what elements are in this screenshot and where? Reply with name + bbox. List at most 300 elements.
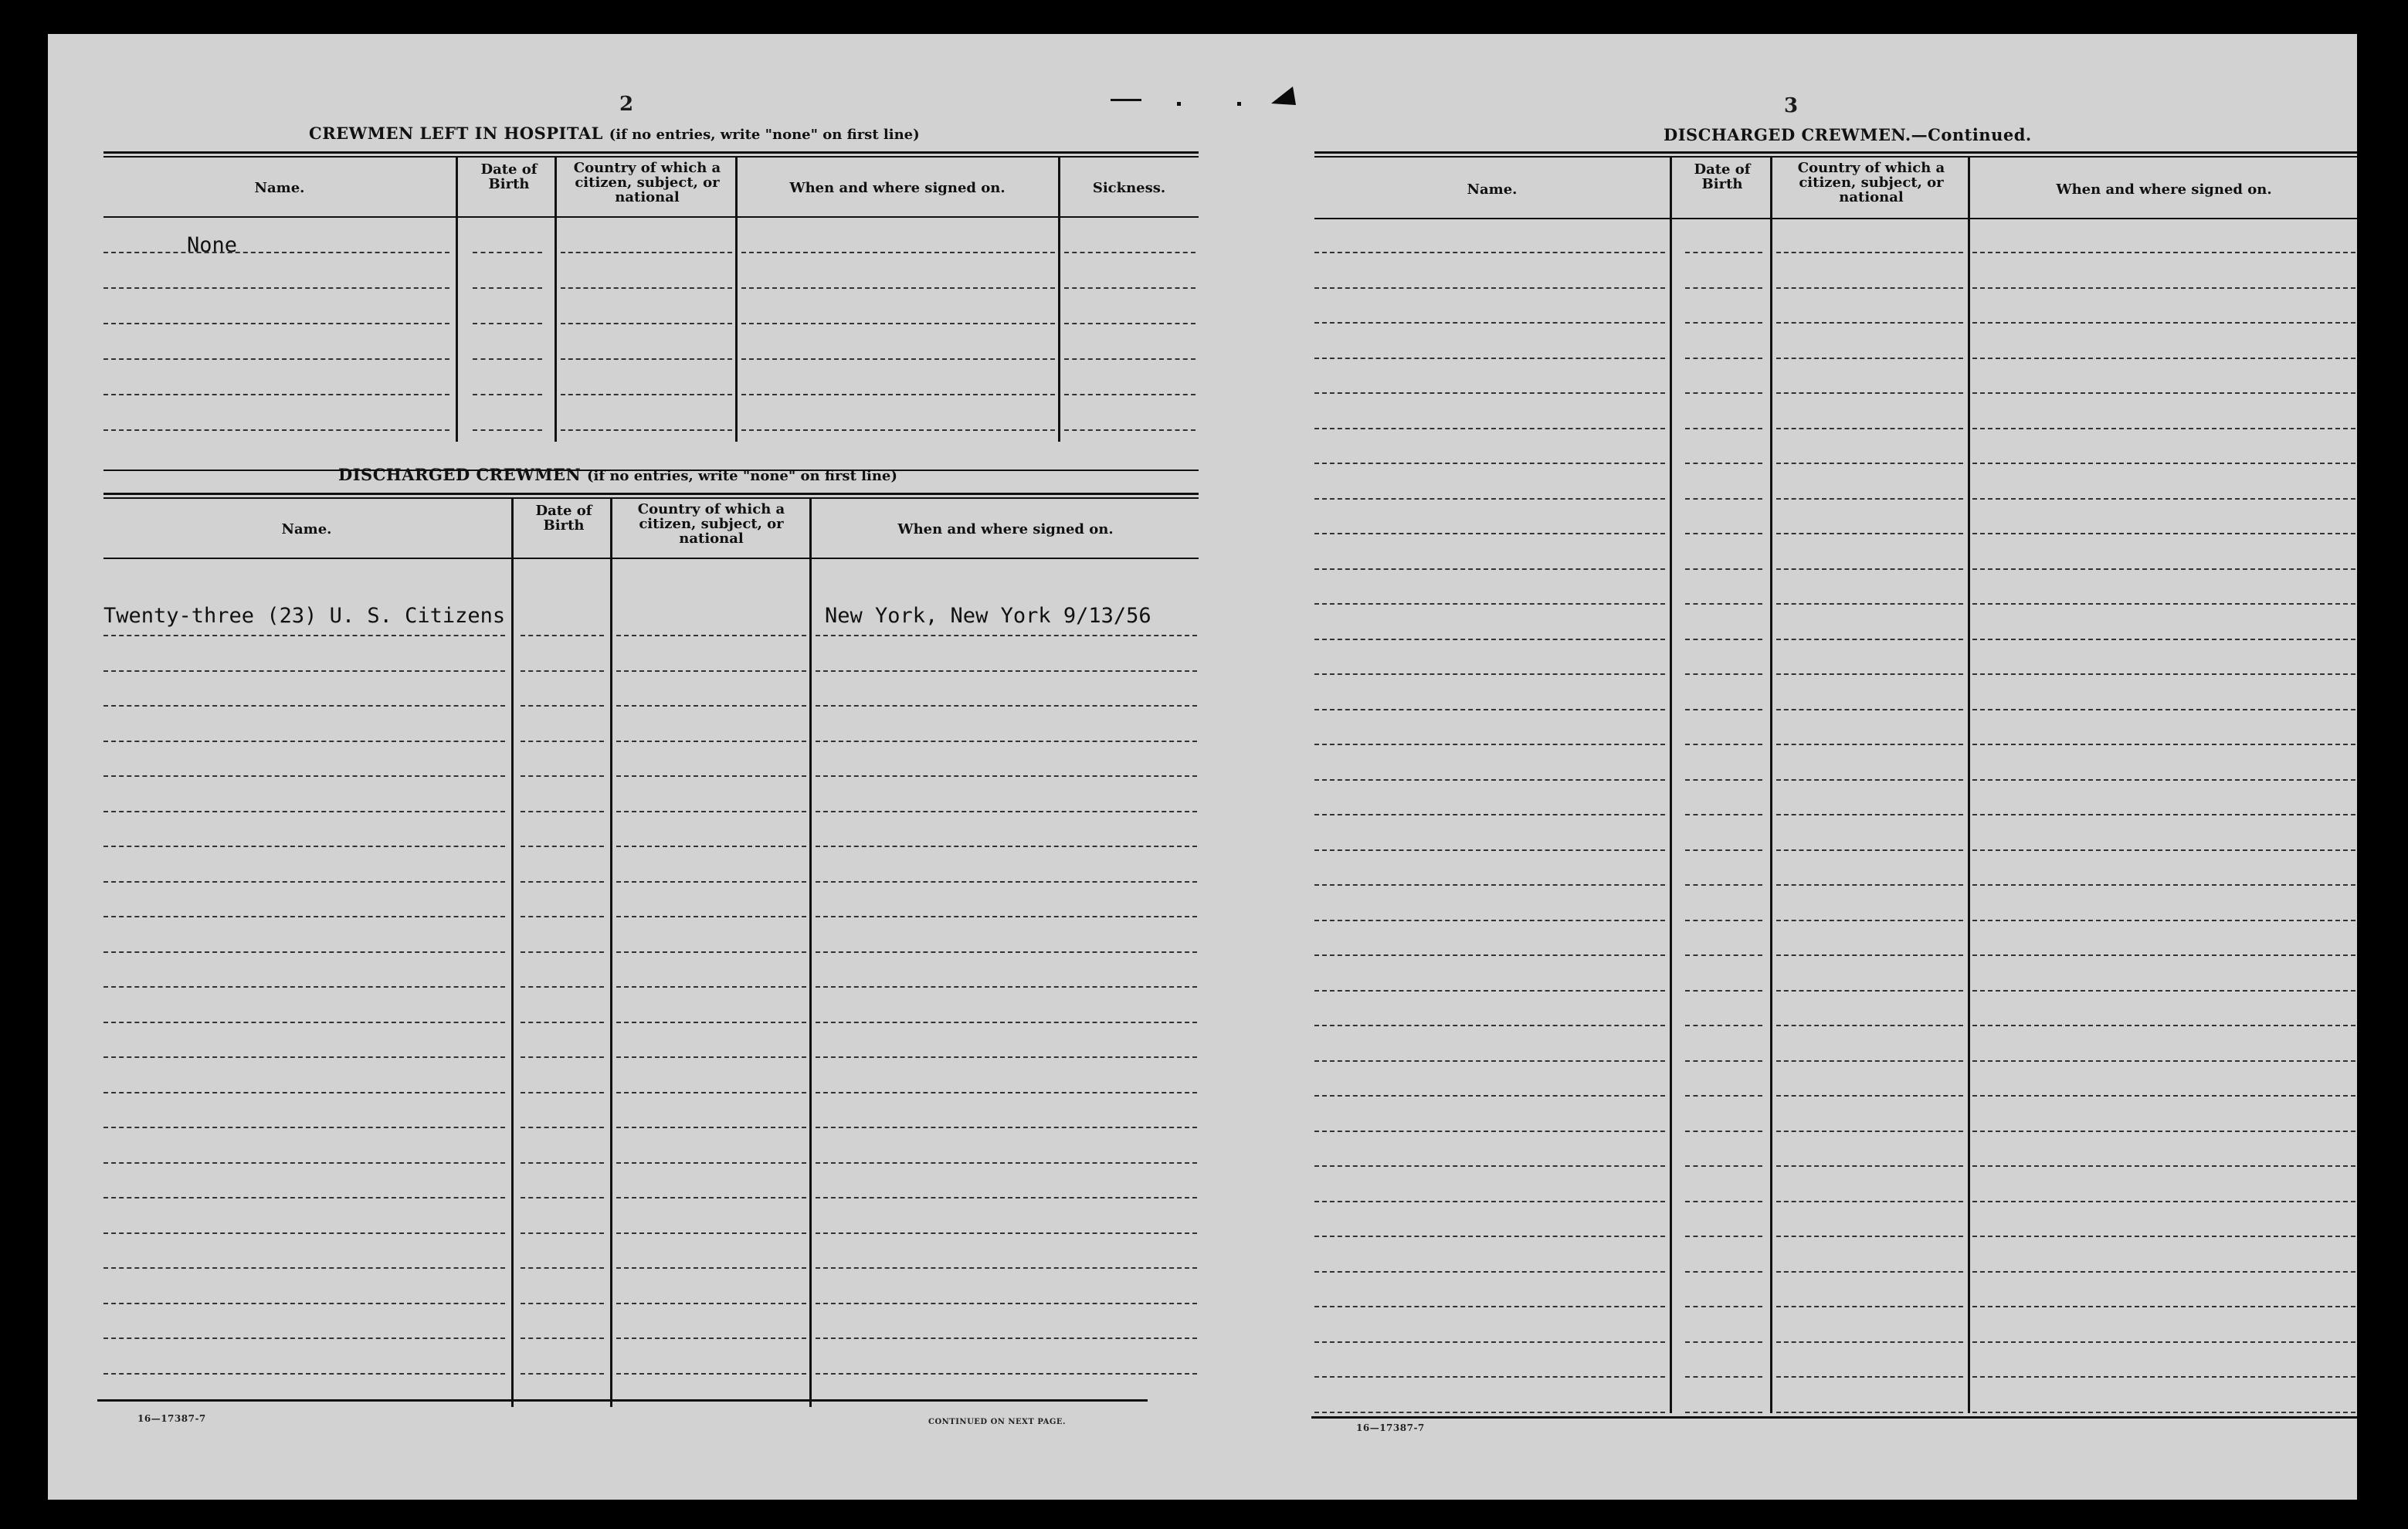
ink-speck	[1237, 102, 1241, 106]
ruled-line	[816, 1197, 1197, 1198]
ruled-line	[1776, 990, 1963, 992]
ruled-line	[1685, 1341, 1762, 1343]
discharged-section-title	[338, 465, 897, 484]
ruled-line	[1685, 709, 1762, 710]
ruled-line	[1972, 1236, 2355, 1237]
ruled-line	[473, 287, 542, 289]
ruled-line	[103, 951, 505, 953]
ruled-line	[816, 1337, 1197, 1339]
ruled-line	[1314, 287, 1665, 289]
ruled-line	[521, 670, 604, 672]
ruled-line	[521, 916, 604, 917]
ruled-line	[1685, 1165, 1762, 1167]
ruled-line	[1314, 498, 1665, 500]
ruled-line	[561, 323, 732, 324]
ruled-line	[1685, 322, 1762, 324]
ruled-line	[521, 1267, 604, 1269]
ruled-line	[473, 323, 542, 324]
ruled-line	[103, 1022, 505, 1023]
column-divider	[1770, 156, 1772, 1413]
ruled-line	[1776, 673, 1963, 675]
ruled-line	[103, 1197, 505, 1198]
ink-speck	[1177, 102, 1181, 106]
ruled-line	[1776, 920, 1963, 921]
ruled-line	[561, 252, 732, 253]
document-sheet	[48, 34, 2357, 1500]
ruled-line	[103, 811, 505, 812]
ruled-line	[1314, 392, 1665, 394]
ruled-line	[1972, 1131, 2355, 1132]
ruled-line	[1776, 1376, 1963, 1378]
ruled-line	[1685, 1271, 1762, 1273]
column-divider	[735, 156, 738, 442]
header-dob: Date of Birth	[535, 503, 592, 534]
ruled-line	[1685, 673, 1762, 675]
ruled-line	[1776, 1412, 1963, 1413]
ruled-line	[1685, 920, 1762, 921]
ruled-line	[741, 429, 1055, 431]
ruled-line	[1314, 744, 1665, 745]
ruled-line	[816, 635, 1197, 636]
ruled-line	[1776, 533, 1963, 534]
ruled-line	[561, 394, 732, 395]
ruled-line	[1685, 287, 1762, 289]
ruled-line	[103, 252, 449, 253]
ruled-line	[521, 1373, 604, 1375]
ruled-line	[1972, 849, 2355, 851]
ruled-line	[616, 635, 806, 636]
header-name: Name.	[254, 180, 305, 196]
ruled-line	[561, 358, 732, 360]
ruled-line	[1064, 358, 1196, 360]
ruled-line	[1314, 1341, 1665, 1343]
ruled-line	[1972, 709, 2355, 710]
ruled-line	[1685, 639, 1762, 640]
ruled-line	[1776, 639, 1963, 640]
ruled-line	[1314, 1236, 1665, 1237]
ruled-line	[1685, 954, 1762, 956]
form-number: 16—17387-7	[137, 1413, 206, 1424]
ruled-line	[1314, 814, 1665, 815]
column-divider	[1670, 156, 1672, 1413]
ruled-line	[1314, 1412, 1665, 1413]
ruled-line	[1972, 533, 2355, 534]
ruled-line	[616, 1022, 806, 1023]
ruled-line	[1314, 954, 1665, 956]
ruled-line	[1972, 1306, 2355, 1307]
ruled-line	[1776, 1201, 1963, 1202]
ruled-line	[1314, 428, 1665, 429]
column-divider	[610, 497, 612, 1407]
table-top-rule-inner	[103, 497, 1199, 499]
discharged-entry-signed-on: New York, New York 9/13/56	[825, 604, 1151, 628]
ruled-line	[1685, 1131, 1762, 1132]
table-top-rule-inner	[103, 156, 1199, 158]
ruled-line	[741, 394, 1055, 395]
ruled-line	[1314, 252, 1665, 253]
ruled-line	[816, 1092, 1197, 1093]
header-dob: Date of Birth	[480, 161, 538, 192]
ruled-line	[1685, 498, 1762, 500]
ruled-line	[521, 1197, 604, 1198]
ruled-line	[816, 1267, 1197, 1269]
ruled-line	[1776, 358, 1963, 359]
ruled-line	[1776, 1236, 1963, 1237]
ruled-line	[1685, 814, 1762, 815]
ruled-line	[616, 1197, 806, 1198]
ruled-line	[1314, 463, 1665, 464]
column-divider	[1058, 156, 1060, 442]
ruled-line	[816, 705, 1197, 707]
ruled-line	[103, 1373, 505, 1375]
ruled-line	[1064, 394, 1196, 395]
ruled-line	[1972, 463, 2355, 464]
ruled-line	[1685, 428, 1762, 429]
ruled-line	[1972, 428, 2355, 429]
hospital-table	[103, 151, 1199, 476]
ruled-line	[816, 846, 1197, 847]
ruled-line	[1064, 252, 1196, 253]
ruled-line	[103, 1056, 505, 1058]
ruled-line	[103, 846, 505, 847]
ruled-line	[1314, 884, 1665, 886]
ruled-line	[103, 1092, 505, 1093]
ruled-line	[1064, 429, 1196, 431]
ruled-line	[1776, 1025, 1963, 1026]
ruled-line	[1685, 744, 1762, 745]
ruled-line	[1685, 603, 1762, 605]
ruled-line	[1972, 744, 2355, 745]
ruled-line	[1972, 252, 2355, 253]
ruled-line	[1685, 1376, 1762, 1378]
ruled-line	[1685, 1060, 1762, 1062]
ruled-line	[521, 1092, 604, 1093]
ruled-line	[816, 741, 1197, 742]
column-divider	[1968, 156, 1970, 1413]
ruled-line	[1972, 814, 2355, 815]
ruled-line	[1685, 1306, 1762, 1307]
ruled-line	[1314, 1165, 1665, 1167]
ruled-line	[1776, 603, 1963, 605]
ruled-line	[616, 811, 806, 812]
ruled-line	[1776, 1341, 1963, 1343]
ruled-line	[1776, 252, 1963, 253]
ruled-line	[521, 951, 604, 953]
page-number: 2	[619, 93, 634, 116]
ruled-line	[473, 252, 542, 253]
ruled-line	[1314, 568, 1665, 570]
ruled-line	[1685, 779, 1762, 781]
ruled-line	[103, 670, 505, 672]
ruled-line	[521, 1022, 604, 1023]
ruled-line	[1972, 1095, 2355, 1097]
ruled-line	[521, 1337, 604, 1339]
ruled-line	[1776, 568, 1963, 570]
header-country: Country of which a citizen, subject, or national	[573, 160, 721, 205]
ruled-line	[1776, 498, 1963, 500]
ruled-line	[561, 429, 732, 431]
table-top-rule-inner	[1314, 156, 2357, 158]
ruled-line	[1972, 1060, 2355, 1062]
column-divider	[511, 497, 514, 1407]
header-bottom-rule	[103, 558, 1199, 559]
ink-speck	[1111, 99, 1141, 101]
ruled-line	[521, 881, 604, 883]
header-signed-on: When and where signed on.	[897, 521, 1114, 537]
ruled-line	[103, 775, 505, 777]
form-number: 16—17387-7	[1356, 1422, 1425, 1433]
ruled-line	[1314, 1376, 1665, 1378]
ruled-line	[1314, 990, 1665, 992]
ruled-line	[741, 252, 1055, 253]
ruled-line	[1972, 1025, 2355, 1026]
ruled-line	[816, 916, 1197, 917]
ruled-line	[1776, 1095, 1963, 1097]
ruled-line	[1685, 1025, 1762, 1026]
ruled-line	[1972, 639, 2355, 640]
ruled-line	[616, 986, 806, 988]
header-bottom-rule	[1314, 218, 2357, 219]
ruled-line	[1314, 709, 1665, 710]
ruled-line	[103, 881, 505, 883]
ruled-line	[103, 1232, 505, 1234]
ruled-line	[521, 741, 604, 742]
ruled-line	[1972, 1271, 2355, 1273]
table-bottom-rule	[1311, 1416, 2357, 1419]
ruled-line	[816, 951, 1197, 953]
ruled-line	[1972, 884, 2355, 886]
ruled-line	[741, 358, 1055, 360]
ruled-line	[1776, 1271, 1963, 1273]
ruled-line	[1314, 1060, 1665, 1062]
ruled-line	[473, 394, 542, 395]
ruled-line	[103, 1267, 505, 1269]
header-signed-on: When and where signed on.	[789, 180, 1006, 196]
ruled-line	[616, 1056, 806, 1058]
ruled-line	[1972, 1165, 2355, 1167]
ruled-line	[103, 323, 449, 324]
ruled-line	[1314, 358, 1665, 359]
ruled-line	[103, 1337, 505, 1339]
ruled-line	[1314, 1095, 1665, 1097]
ruled-line	[816, 1127, 1197, 1128]
continued-note: CONTINUED ON NEXT PAGE.	[928, 1418, 1067, 1426]
ruled-line	[1776, 463, 1963, 464]
ruled-line	[521, 1127, 604, 1128]
ruled-line	[521, 846, 604, 847]
ruled-line	[1685, 1412, 1762, 1413]
ruled-line	[1972, 392, 2355, 394]
ruled-line	[103, 429, 449, 431]
ruled-line	[103, 705, 505, 707]
ruled-line	[1972, 1412, 2355, 1413]
ruled-line	[1972, 779, 2355, 781]
table-top-rule	[103, 151, 1199, 154]
punch-mark	[1270, 82, 1301, 108]
ruled-line	[616, 1162, 806, 1164]
header-sickness: Sickness.	[1092, 180, 1166, 196]
column-divider	[555, 156, 557, 442]
header-country: Country of which a citizen, subject, or national	[1797, 160, 1945, 205]
ruled-line	[1685, 849, 1762, 851]
header-signed-on: When and where signed on.	[2056, 181, 2272, 198]
ruled-line	[1314, 1131, 1665, 1132]
ruled-line	[521, 705, 604, 707]
ruled-line	[1314, 849, 1665, 851]
header-name: Name.	[1467, 181, 1518, 198]
ruled-line	[521, 1162, 604, 1164]
ruled-line	[1972, 990, 2355, 992]
hospital-first-entry: None	[187, 233, 238, 257]
ruled-line	[1314, 673, 1665, 675]
ruled-line	[1685, 252, 1762, 253]
ruled-line	[816, 986, 1197, 988]
ruled-line	[1776, 849, 1963, 851]
header-country: Country of which a citizen, subject, or national	[637, 501, 785, 547]
ruled-line	[473, 358, 542, 360]
ruled-line	[816, 775, 1197, 777]
ruled-line	[1972, 920, 2355, 921]
ruled-line	[1776, 287, 1963, 289]
ruled-line	[616, 775, 806, 777]
ruled-line	[1685, 533, 1762, 534]
table-top-rule	[103, 493, 1199, 495]
ruled-line	[1776, 1060, 1963, 1062]
discharged-table	[103, 493, 1199, 1450]
ruled-line	[1685, 358, 1762, 359]
ruled-line	[103, 1162, 505, 1164]
hospital-title-text: CREWMEN LEFT IN HOSPITAL	[309, 124, 603, 143]
column-divider	[456, 156, 458, 442]
ruled-line	[1314, 1201, 1665, 1202]
ruled-line	[561, 287, 732, 289]
ruled-line	[616, 670, 806, 672]
ruled-line	[1685, 1095, 1762, 1097]
ruled-line	[1685, 1201, 1762, 1202]
ruled-line	[1776, 744, 1963, 745]
discharged-entry-name: Twenty-three (23) U. S. Citizens	[103, 604, 506, 628]
ruled-line	[1972, 603, 2355, 605]
ruled-line	[1972, 954, 2355, 956]
ruled-line	[616, 881, 806, 883]
hospital-section-title	[309, 124, 920, 143]
ruled-line	[1314, 1025, 1665, 1026]
ruled-line	[521, 1232, 604, 1234]
ruled-line	[816, 811, 1197, 812]
ruled-line	[1314, 322, 1665, 324]
ruled-line	[1972, 673, 2355, 675]
ruled-line	[521, 986, 604, 988]
ruled-line	[816, 670, 1197, 672]
ruled-line	[1314, 779, 1665, 781]
ruled-line	[103, 1303, 505, 1304]
ruled-line	[1972, 358, 2355, 359]
ruled-line	[1972, 287, 2355, 289]
ruled-line	[1314, 603, 1665, 605]
discharged-title-text: DISCHARGED CREWMEN	[338, 465, 582, 484]
ruled-line	[1685, 990, 1762, 992]
page-2	[48, 34, 1206, 1500]
ruled-line	[521, 775, 604, 777]
ruled-line	[103, 394, 449, 395]
ruled-line	[1776, 1131, 1963, 1132]
ruled-line	[741, 323, 1055, 324]
ruled-line	[741, 287, 1055, 289]
ruled-line	[816, 1022, 1197, 1023]
ruled-line	[1685, 884, 1762, 886]
ruled-line	[1064, 323, 1196, 324]
ruled-line	[103, 635, 505, 636]
ruled-line	[616, 1267, 806, 1269]
ruled-line	[616, 1092, 806, 1093]
ruled-line	[103, 358, 449, 360]
ruled-line	[1776, 1165, 1963, 1167]
ruled-line	[1972, 322, 2355, 324]
ruled-line	[816, 1232, 1197, 1234]
ruled-line	[1314, 1271, 1665, 1273]
ruled-line	[816, 1056, 1197, 1058]
ruled-line	[103, 1127, 505, 1128]
ruled-line	[1314, 533, 1665, 534]
ruled-line	[616, 1373, 806, 1375]
page-3	[1206, 34, 2357, 1500]
ruled-line	[616, 705, 806, 707]
ruled-line	[521, 811, 604, 812]
discharged-instruction: (if no entries, write "none" on first line)	[586, 468, 897, 484]
ruled-line	[521, 635, 604, 636]
ruled-line	[1972, 498, 2355, 500]
ruled-line	[816, 1303, 1197, 1304]
ruled-line	[1064, 287, 1196, 289]
ruled-line	[1685, 1236, 1762, 1237]
ruled-line	[616, 741, 806, 742]
ruled-line	[816, 1373, 1197, 1375]
ruled-line	[1972, 1341, 2355, 1343]
column-divider	[809, 497, 812, 1407]
ruled-line	[1685, 568, 1762, 570]
ruled-line	[473, 429, 542, 431]
ruled-line	[1776, 1306, 1963, 1307]
discharged-continued-table	[1314, 151, 2357, 1464]
header-dob: Date of Birth	[1694, 161, 1751, 192]
ruled-line	[1776, 709, 1963, 710]
ruled-line	[616, 846, 806, 847]
ruled-line	[1776, 779, 1963, 781]
ruled-line	[616, 951, 806, 953]
ruled-line	[816, 881, 1197, 883]
page-number: 3	[1784, 94, 1799, 117]
ruled-line	[1972, 1376, 2355, 1378]
table-top-rule	[1314, 151, 2357, 154]
ruled-line	[521, 1056, 604, 1058]
ruled-line	[1972, 568, 2355, 570]
ruled-line	[103, 287, 449, 289]
table-bottom-rule	[97, 1399, 1148, 1402]
ruled-line	[1776, 322, 1963, 324]
ruled-line	[1776, 954, 1963, 956]
discharged-continued-title: DISCHARGED CREWMEN.—Continued.	[1664, 125, 2032, 144]
ruled-line	[616, 1337, 806, 1339]
ruled-line	[521, 1303, 604, 1304]
ruled-line	[103, 916, 505, 917]
ruled-line	[616, 916, 806, 917]
ruled-line	[1776, 884, 1963, 886]
ruled-line	[616, 1232, 806, 1234]
ruled-line	[103, 986, 505, 988]
header-bottom-rule	[103, 216, 1199, 218]
header-name: Name.	[281, 521, 332, 537]
ruled-line	[1314, 920, 1665, 921]
